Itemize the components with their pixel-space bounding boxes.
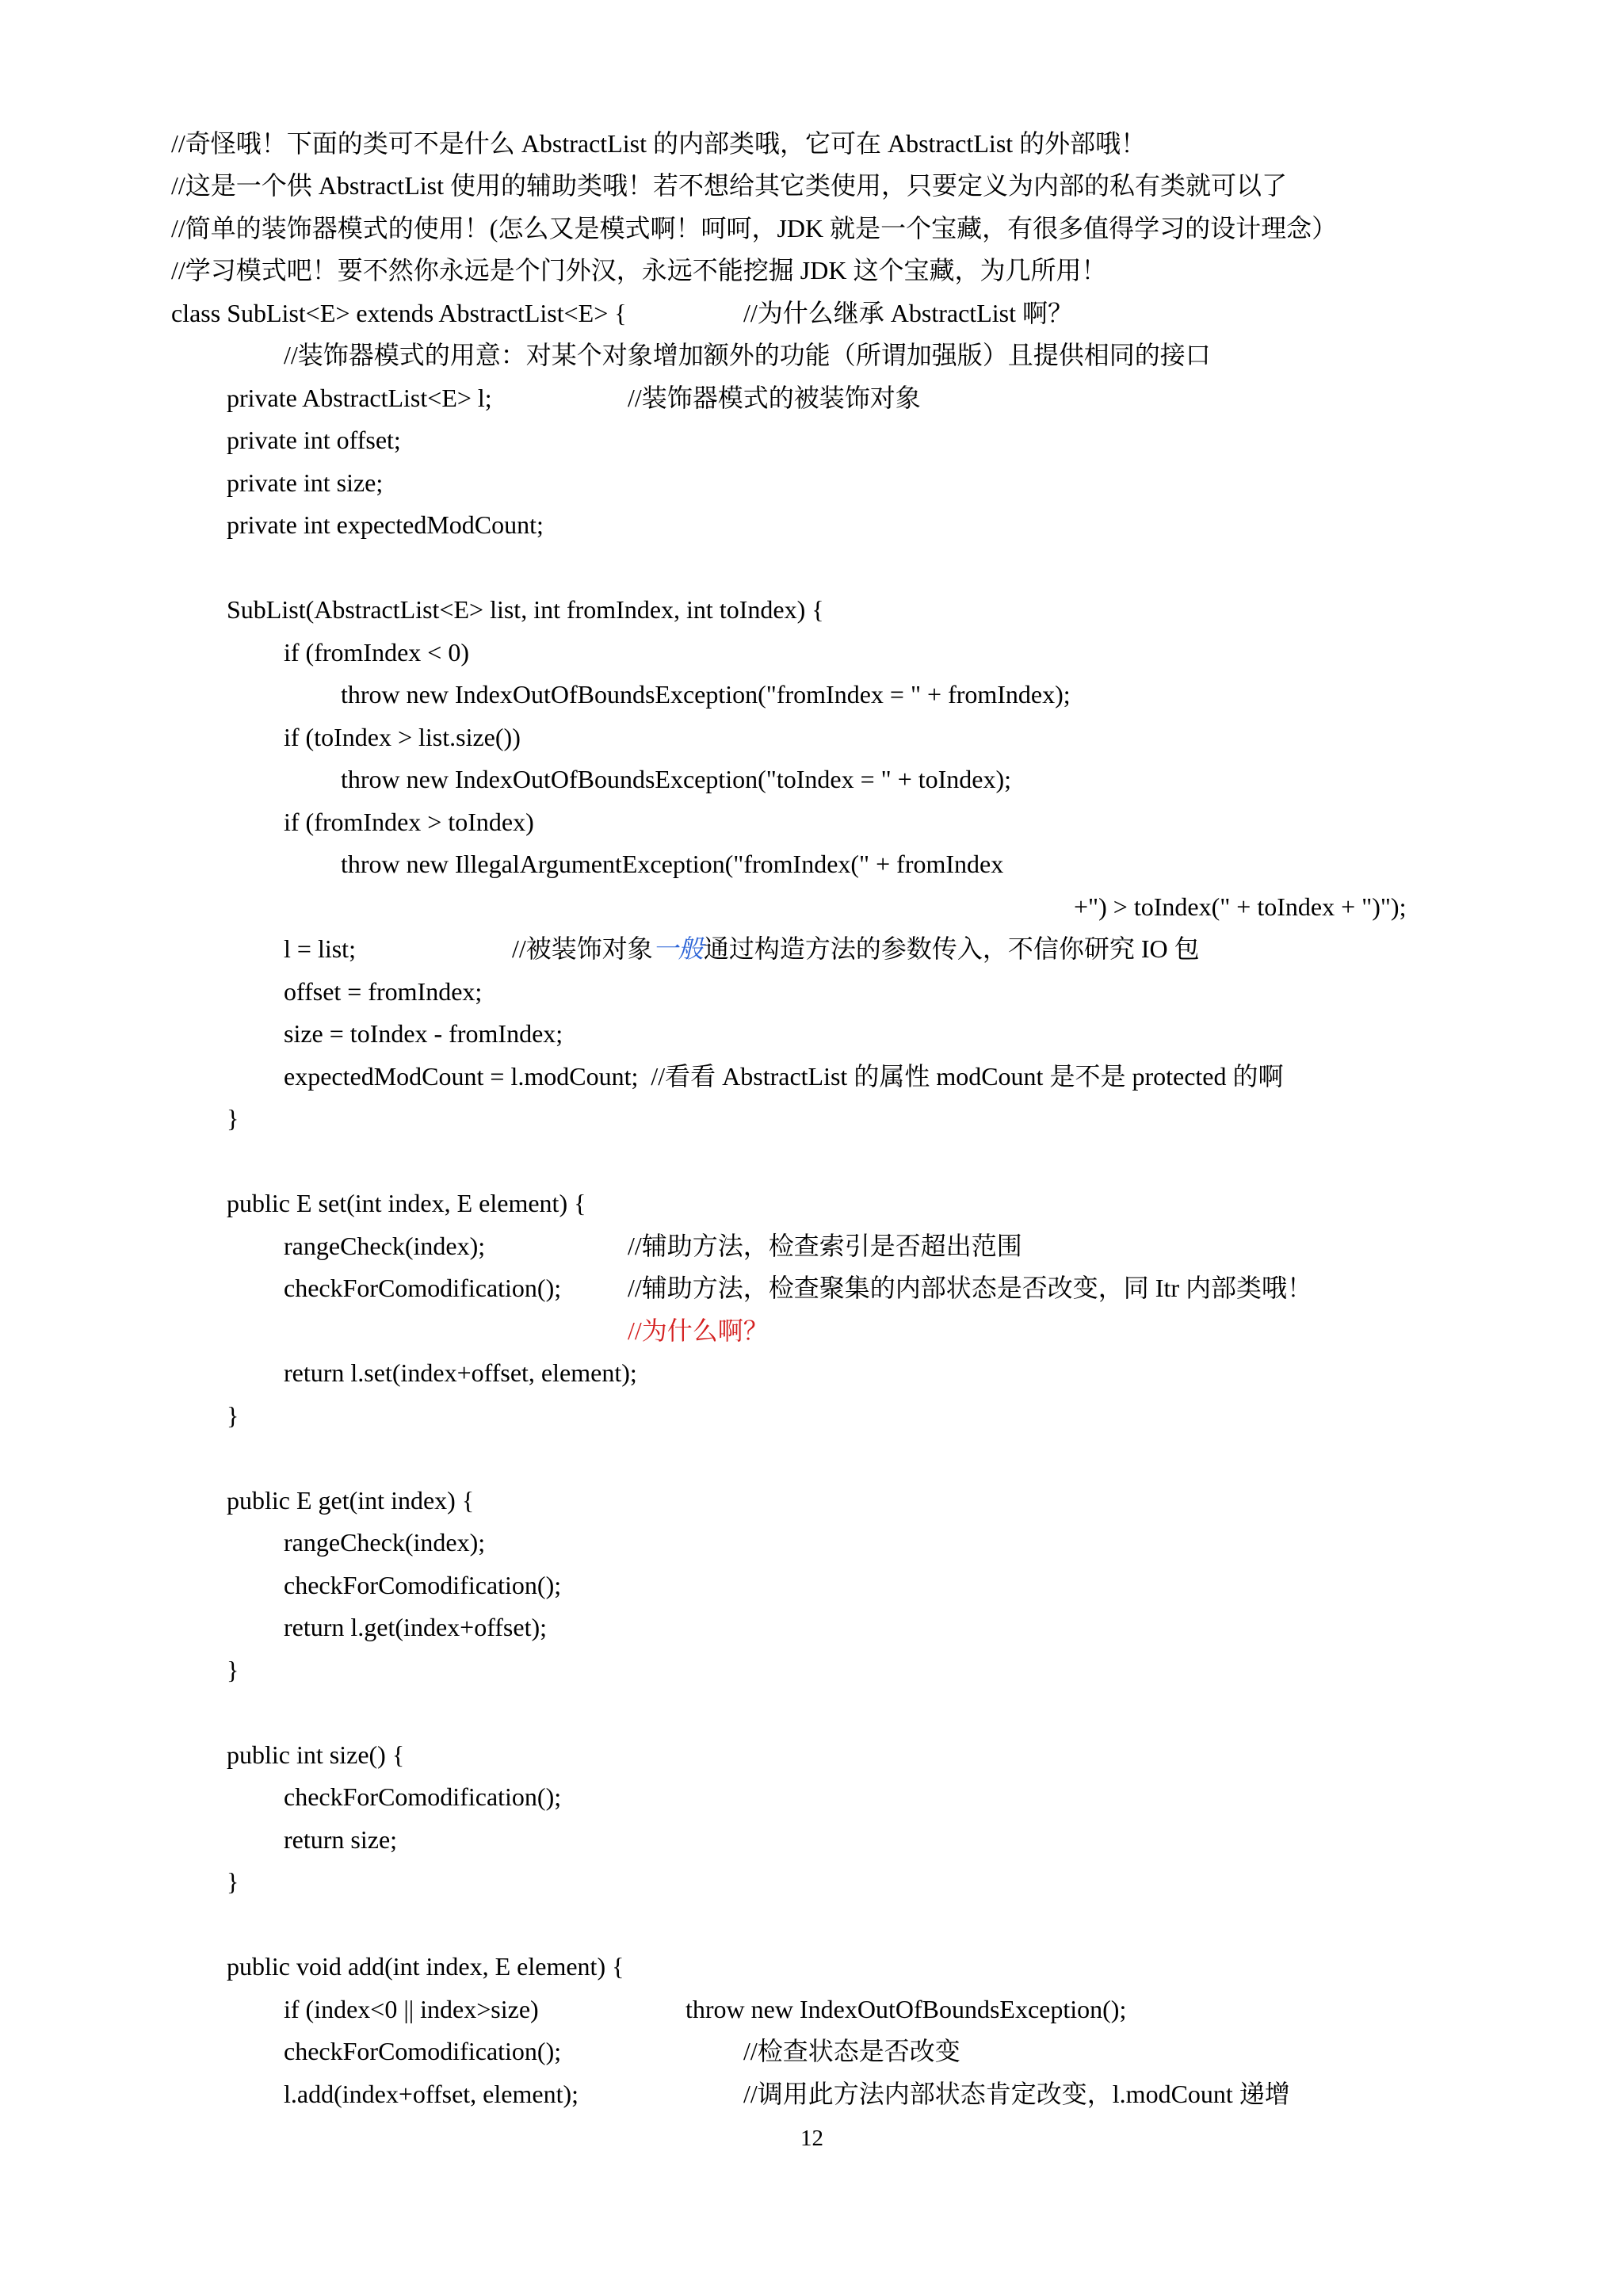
code-line: throw new IndexOutOfBoundsException();	[685, 1995, 1127, 2023]
field-size: private int size;	[227, 468, 384, 497]
code-line: checkForComodification();	[284, 1782, 562, 1811]
code-line: offset = fromIndex;	[284, 977, 483, 1006]
code-line: if (toIndex > list.size())	[284, 723, 521, 751]
code-line: rangeCheck(index);	[284, 1528, 486, 1557]
code-line: return l.set(index+offset, element);	[284, 1358, 637, 1387]
field-l: private AbstractList<E> l;	[227, 384, 492, 412]
code-line: return size;	[284, 1825, 398, 1854]
comment-line-1: //奇怪哦！下面的类可不是什么 AbstractList 的内部类哦，它可在 AbstractList 的外部哦！	[171, 129, 1147, 158]
constructor-signature: SubList(AbstractList<E> list, int fromIndex, int toIndex) {	[227, 595, 824, 624]
code-comment: //检查状态是否改变	[743, 2037, 960, 2065]
method-set-signature: public E set(int index, E element) {	[227, 1189, 586, 1217]
code-line: if (fromIndex < 0)	[284, 638, 469, 667]
field-offset: private int offset;	[227, 426, 401, 454]
code-line: checkForComodification();	[284, 1571, 562, 1599]
method-size-signature: public int size() {	[227, 1740, 405, 1769]
code-line: +") > toIndex(" + toIndex + ")");	[1074, 892, 1407, 921]
code-line: checkForComodification();	[284, 2037, 562, 2065]
class-declaration: class SubList<E> extends AbstractList<E> {	[171, 299, 627, 327]
code-line: throw new IndexOutOfBoundsException("toIndex = " + toIndex);	[341, 765, 1012, 793]
code-line: throw new IndexOutOfBoundsException("fromIndex = " + fromIndex);	[341, 680, 1071, 709]
code-line: if (index<0 || index>size)	[284, 1995, 539, 2023]
code-line: expectedModCount = l.modCount; //看看 AbstractList 的属性 modCount 是不是 protected 的啊	[284, 1062, 1284, 1091]
code-comment: //调用此方法内部状态肯定改变，l.modCount 递增	[743, 2080, 1290, 2108]
comment-line-2: //这是一个供 AbstractList 使用的辅助类哦！若不想给其它类使用，只要定义为内部的私有类就可以了	[171, 171, 1287, 200]
highlighted-word: 一般	[652, 934, 704, 963]
closing-brace: }	[227, 1656, 239, 1684]
closing-brace: }	[227, 1401, 239, 1430]
code-line: rangeCheck(index);	[284, 1232, 486, 1260]
red-question-comment: //为什么啊？	[628, 1316, 769, 1345]
class-declaration-comment: //为什么继承 AbstractList 啊？	[743, 299, 1073, 327]
decorator-intent-comment: //装饰器模式的用意：对某个对象增加额外的功能（所谓加强版）且提供相同的接口	[284, 341, 1211, 369]
page-number: 12	[800, 2126, 823, 2151]
code-line: return l.get(index+offset);	[284, 1613, 548, 1641]
code-line: l.add(index+offset, element);	[284, 2080, 579, 2108]
comment-text: //被装饰对象	[512, 934, 653, 963]
closing-brace: }	[227, 1867, 239, 1896]
comment-text: 通过构造方法的参数传入，不信你研究 IO 包	[703, 934, 1200, 963]
method-get-signature: public E get(int index) {	[227, 1486, 475, 1515]
code-comment: //辅助方法，检查索引是否超出范围	[628, 1232, 1022, 1260]
code-line: checkForComodification();	[284, 1274, 562, 1302]
field-expected-mod-count: private int expectedModCount;	[227, 510, 544, 539]
code-comment: //辅助方法，检查聚集的内部状态是否改变，同 Itr 内部类哦！	[628, 1274, 1312, 1302]
code-line: l = list;	[284, 934, 356, 963]
field-l-comment: //装饰器模式的被装饰对象	[628, 384, 921, 412]
method-add-signature: public void add(int index, E element) {	[227, 1952, 624, 1981]
comment-line-4: //学习模式吧！要不然你永远是个门外汉，永远不能挖掘 JDK 这个宝藏，为几所用！	[171, 256, 1107, 285]
code-line: if (fromIndex > toIndex)	[284, 808, 534, 836]
code-line: size = toIndex - fromIndex;	[284, 1019, 563, 1048]
closing-brace: }	[227, 1104, 239, 1133]
comment-line-3: //简单的装饰器模式的使用！(怎么又是模式啊！呵呵，JDK 就是一个宝藏，有很多值得学习的设计理念）	[171, 214, 1338, 243]
assignment-comment	[512, 933, 1200, 965]
code-line: throw new IllegalArgumentException("fromIndex(" + fromIndex	[341, 850, 1004, 878]
